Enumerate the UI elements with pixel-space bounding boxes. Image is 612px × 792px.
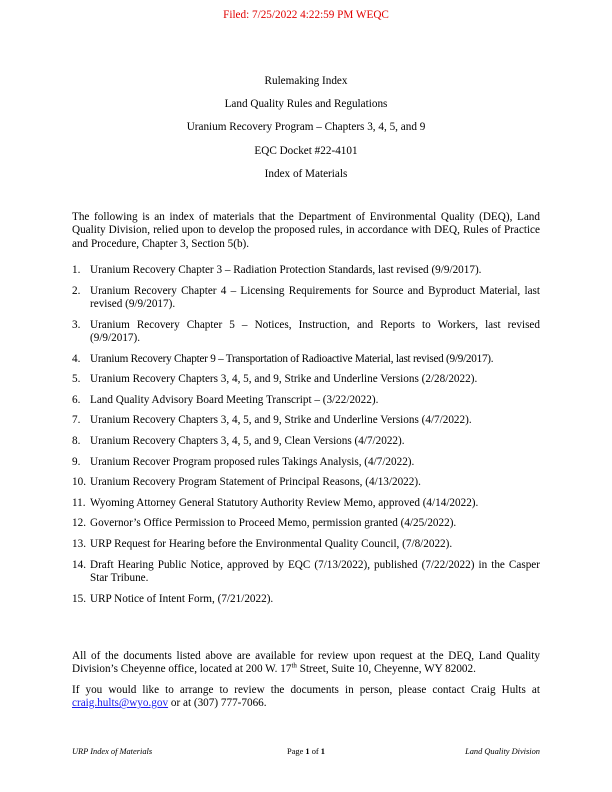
title-line: Land Quality Rules and Regulations	[224, 98, 388, 111]
title-line: Uranium Recovery Program – Chapters 3, 4, 5, and 9	[186, 121, 426, 134]
footer-division: Land Quality Division	[465, 747, 540, 756]
closing-section	[72, 650, 540, 718]
item-number: 12.	[72, 517, 86, 530]
item-number: 3.	[72, 318, 81, 331]
item-number: 10.	[72, 476, 86, 489]
list-item	[72, 435, 540, 448]
item-text: Uranium Recovery Chapters 3, 4, 5, and 9, Strike and Underline Versions (2/28/2022).	[90, 373, 478, 386]
title-line: EQC Docket #22-4101	[254, 144, 358, 157]
item-number: 7.	[72, 414, 81, 427]
list-item	[72, 497, 540, 510]
item-text: Land Quality Advisory Board Meeting Transcript – (3/22/2022).	[90, 393, 379, 406]
contact-email-link[interactable]: craig.hults@wyo.gov	[72, 697, 169, 710]
item-text: Uranium Recover Program proposed rules Takings Analysis, (4/7/2022).	[90, 455, 415, 468]
item-number: 15.	[72, 592, 86, 605]
list-item	[72, 394, 540, 407]
item-text: URP Request for Hearing before the Environmental Quality Council, (7/8/2022).	[90, 537, 453, 550]
list-item	[72, 264, 540, 277]
item-text: Uranium Recovery Chapters 3, 4, 5, and 9, Strike and Underline Versions (4/7/2022).	[90, 414, 472, 427]
availability-paragraph: All of the documents listed above are available for review upon request at the DEQ, Land Quality Division’s Cheyenne office, located at 200 W. 17th Street, Suite 10, Cheyenne, WY 82002.	[72, 650, 540, 676]
ordinal-suffix: th	[291, 661, 297, 670]
list-item	[72, 373, 540, 386]
footer-doc-title: URP Index of Materials	[72, 747, 153, 756]
materials-list	[72, 264, 540, 613]
list-item	[72, 476, 540, 489]
item-text: Uranium Recovery Program Statement of Principal Reasons, (4/13/2022).	[90, 476, 421, 489]
item-text: Uranium Recovery Chapters 3, 4, 5, and 9, Clean Versions (4/7/2022).	[90, 434, 405, 447]
footer-page-number: Page 1 of 1	[287, 747, 325, 756]
item-number: 9.	[72, 455, 81, 468]
item-number: 14.	[72, 558, 86, 571]
title-line: Rulemaking Index	[264, 75, 348, 87]
contact-paragraph: If you would like to arrange to review the documents in person, please contact Craig Hults at craig.hults@wyo.gov or at (307) 777-7066.	[72, 683, 540, 710]
item-text: URP Notice of Intent Form, (7/21/2022).	[90, 592, 274, 605]
item-text: Uranium Recovery Chapter 9 – Transportation of Radioactive Material, last revised (9/9/2017).	[90, 352, 494, 365]
item-number: 5.	[72, 373, 81, 386]
filed-stamp: Filed: 7/25/2022 4:22:59 PM WEQC	[223, 9, 389, 21]
item-number: 6.	[72, 393, 81, 406]
list-item	[72, 593, 540, 606]
intro-paragraph: The following is an index of materials that the Department of Environmental Quality (DEQ), Land Quality Division, relied upon to develop the proposed rules, in accordance with DEQ, Rules of Practice and Procedure, Chapter 3, Section 5(b).	[72, 211, 540, 250]
title-line: Index of Materials	[264, 167, 348, 180]
item-number: 4.	[72, 352, 81, 365]
list-item	[72, 319, 540, 346]
list-item	[72, 456, 540, 469]
list-item	[72, 559, 540, 586]
item-text: Uranium Recovery Chapter 5 – Notices, Instruction, and Reports to Workers, last revised (9/9/2017).	[90, 318, 540, 344]
item-number: 2.	[72, 284, 81, 297]
item-number: 1.	[72, 264, 81, 276]
list-item	[72, 538, 540, 551]
item-number: 13.	[72, 537, 86, 550]
item-text: Wyoming Attorney General Statutory Authority Review Memo, approved (4/14/2022).	[90, 496, 479, 509]
item-number: 8.	[72, 434, 81, 447]
item-number: 11.	[72, 496, 86, 509]
page-footer	[72, 747, 540, 756]
item-text: Governor’s Office Permission to Proceed Memo, permission granted (4/25/2022).	[90, 517, 457, 530]
item-text: Uranium Recovery Chapter 3 – Radiation Protection Standards, last revised (9/9/2017).	[90, 264, 482, 276]
title-block	[0, 70, 612, 186]
list-item	[72, 353, 540, 366]
item-text: Uranium Recovery Chapter 4 – Licensing Requirements for Source and Byproduct Material, last revised (9/9/2017).	[90, 284, 540, 310]
item-text: Draft Hearing Public Notice, approved by EQC (7/13/2022), published (7/22/2022) in the Casper Star Tribune.	[90, 558, 540, 584]
list-item	[72, 285, 540, 312]
list-item	[72, 414, 540, 427]
list-item	[72, 517, 540, 530]
